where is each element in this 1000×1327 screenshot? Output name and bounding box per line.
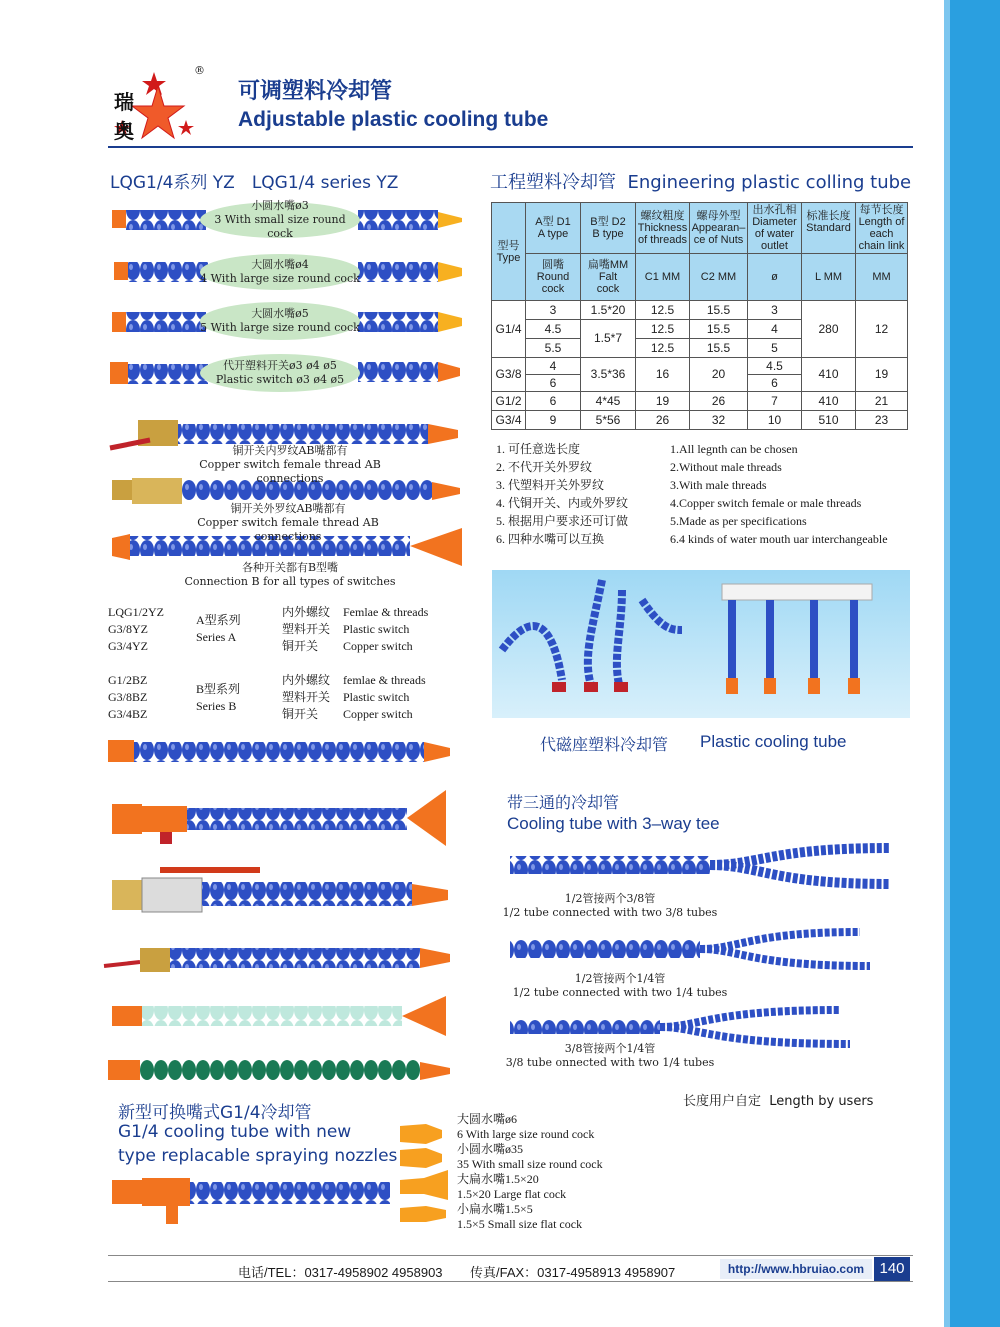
spec-table (491, 202, 908, 430)
caption-copper-female: 铜开关内罗纹AB嘴都有 Copper switch female thread AB connections (199, 444, 381, 485)
website-link[interactable]: http://www.hbruiao.com (727, 1262, 865, 1276)
left-section-heading: LQG1/4系列 YZ LQG1/4 series YZ (110, 173, 399, 193)
tee-title-cn: 带三通的冷却管 (507, 793, 620, 812)
tee-title-en: Cooling tube with 3–way tee (507, 814, 720, 833)
series-b-features-cn: 内外螺纹 塑料开关 铜开关 (282, 673, 331, 721)
tube-row-9 (112, 790, 446, 846)
th-length: 每节长度 Length of each chain link (856, 203, 908, 254)
tube-row-13 (108, 1060, 450, 1080)
oval-label-2: 大圆水嘴ø4 4 With large size round cock (200, 254, 360, 290)
oval-label-1: 小圆水嘴ø3 3 With small size round cock (200, 202, 360, 238)
notes-cn: 1. 可任意选长度 2. 不代开关外罗纹 3. 代塑料开关外罗纹 4. 代铜开关、内或外罗纹 5. 根据用户要求还可订做 6. 四种水嘴可以互换 (496, 442, 629, 546)
tube-row-10 (112, 870, 448, 912)
series-a-features-en: Femlae & threads Plastic switch Copper switch (343, 605, 429, 653)
tube-row-12 (112, 996, 446, 1036)
table-row: G1/4 3 1.5*20 12.5 15.5 3 280 12 (492, 301, 908, 320)
length-note: 长度用户自定 Length by users (683, 1094, 874, 1109)
page-number: 140 (874, 1257, 910, 1281)
new-type-title-en-1: G1/4 cooling tube with new (118, 1122, 352, 1142)
th-flat: 扁嘴MM Falt cock (581, 254, 636, 301)
tube-row-11 (104, 948, 450, 972)
th-nut: 螺母外型 Appearan– ce of Nuts (690, 203, 748, 254)
footer-divider-top (108, 1255, 913, 1256)
table-row: 4.5 1.5*7 12.5 15.5 4 (492, 320, 908, 339)
magnetic-caption-cn: 代磁座塑料冷却管 (540, 735, 669, 754)
nozzle-icons (400, 1124, 448, 1222)
table-row: G1/2 6 4*45 19 26 7 410 21 (492, 392, 908, 411)
notes-en: 1.All legnth can be chosen 2.Without male threads 3.With male threads 4.Copper switch female or male threads 5.Made as per specifications 6.4 kinds of water mouth uar interchangeable (670, 442, 888, 546)
th-type: 型号 Type (492, 203, 526, 301)
th-round: 圆嘴 Round cock (526, 254, 581, 301)
th-b-type: B型 D2 B type (581, 203, 636, 254)
series-b-name: B型系列 Series B (196, 682, 241, 713)
page-title-en: Adjustable plastic cooling tube (238, 108, 549, 131)
right-section-heading: 工程塑料冷却管 Engineering plastic colling tube (490, 172, 912, 193)
footer-divider-bottom (108, 1281, 913, 1282)
table-row: G3/8 4 3.5*36 16 20 4.5 410 19 (492, 358, 908, 375)
tee-item-1: 1/2管接两个3/8管 1/2 tube connected with two 3/8 tubes (502, 892, 718, 919)
new-type-title-cn: 新型可换嘴式G1/4冷却管 (118, 1103, 312, 1123)
footer-tel: 电话/TEL：0317-4958902 4958903 (238, 1265, 443, 1280)
magnetic-tubes-illustration (492, 570, 910, 718)
footer-fax: 传真/FAX：0317-4958913 4958907 (470, 1265, 676, 1280)
tube-row-8 (108, 740, 450, 762)
nozzle-list: 大圆水嘴ø6 6 With large size round cock 小圆水嘴ø35 35 With small size round cock 大扁水嘴1.5×20 1.5×20 Large flat cock 小扁水嘴1.5×5 1.5×5 Small size flat cock (457, 1112, 603, 1231)
magnetic-caption-en: Plastic cooling tube (700, 732, 847, 751)
th-thread: 螺纹粗度 Thickness of threads (636, 203, 690, 254)
brand-name: 瑞 奥 (114, 90, 168, 143)
table-row: G3/4 9 5*56 26 32 10 510 23 (492, 411, 908, 430)
page-title-cn: 可调塑料冷却管 (238, 79, 393, 104)
oval-label-3: 大圆水嘴ø5 5 With large size round cock (200, 302, 360, 340)
table-row: 5.5 12.5 15.5 5 (492, 339, 908, 358)
tube-row-14 (112, 1178, 390, 1224)
th-m: MM (856, 254, 908, 301)
magnetic-base-photo (492, 570, 910, 718)
caption-copper-male: 铜开关外罗纹AB嘴都有 Copper switch female thread AB connections (197, 502, 379, 543)
new-type-title-en-2: type replacable spraying nozzles (118, 1146, 398, 1166)
tee-item-3: 3/8管接两个1/4管 3/8 tube onnected with two 1/4 tubes (505, 1042, 715, 1069)
series-b-models: G1/2BZ G3/8BZ G3/4BZ (108, 673, 148, 721)
th-c2: C2 MM (690, 254, 748, 301)
th-diameter: 出水孔相 Diameter of water outlet (748, 203, 802, 254)
table-row: 6 6 (492, 375, 908, 392)
series-a-name: A型系列 Series A (196, 613, 241, 644)
series-a-features-cn: 内外螺纹 塑料开关 铜开关 (282, 605, 331, 653)
th-d: ø (748, 254, 802, 301)
side-bar (944, 0, 1000, 1327)
th-a-type: A型 D1 A type (526, 203, 581, 254)
th-standard: 标准长度 Standard (802, 203, 856, 254)
footer-url-box (720, 1259, 872, 1279)
series-a-models: LQG1/2YZ G3/8YZ G3/4YZ (108, 605, 164, 653)
th-l: L MM (802, 254, 856, 301)
registered-mark: ® (194, 64, 205, 77)
caption-connection-b: 各种开关都有B型嘴 Connection B for all types of switches (184, 561, 396, 588)
th-c1: C1 MM (636, 254, 690, 301)
tee-item-2: 1/2管接两个1/4管 1/2 tube connected with two 1/4 tubes (512, 972, 728, 999)
oval-label-4: 代开塑料开关ø3 ø4 ø5 Plastic switch ø3 ø4 ø5 (200, 354, 360, 392)
series-b-features-en: femlae & threads Plastic switch Copper switch (343, 673, 426, 721)
